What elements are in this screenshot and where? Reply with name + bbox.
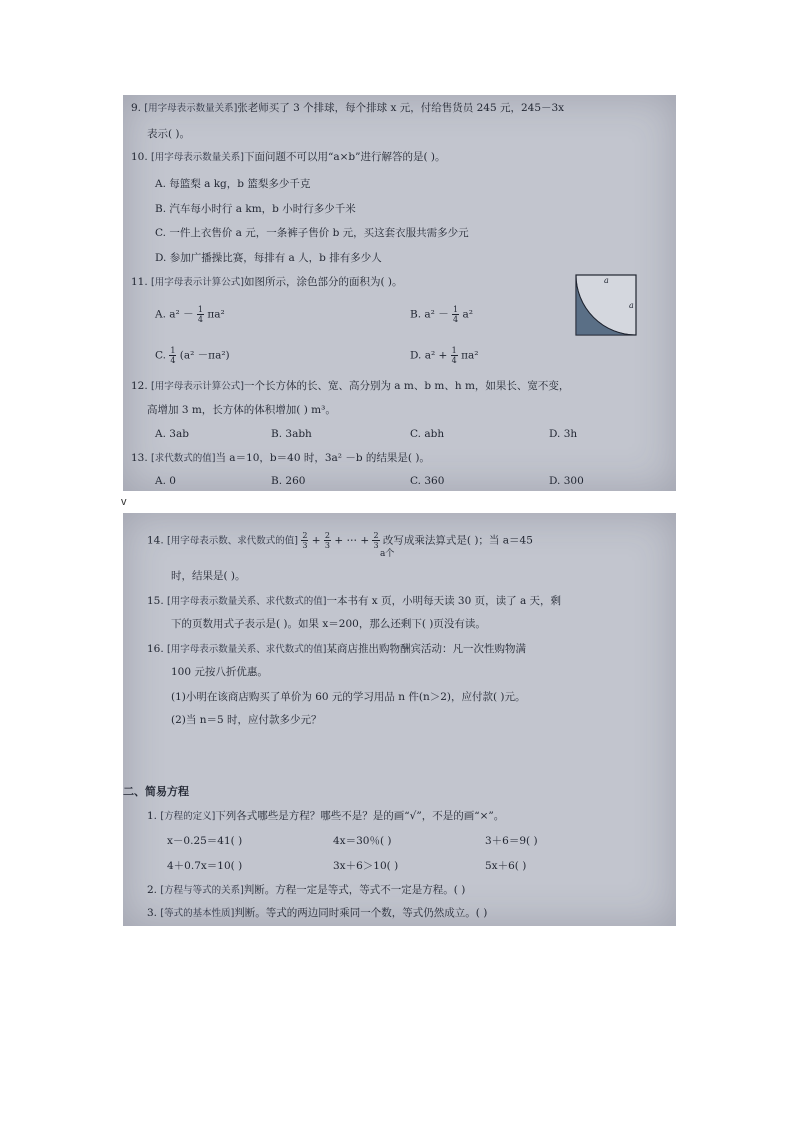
topic-tag: [求代数式的值]: [151, 453, 216, 464]
fraction-numerator: 1: [451, 346, 457, 355]
question-text: 当 a＝10，b＝40 时，3a² －b 的结果是( )。: [215, 452, 430, 464]
question-number: 9.: [131, 102, 142, 114]
question-16-part1: (1)小明在该商店购买了单价为 60 元的学习用品 n 件(n＞2)，应付款( )元。: [171, 691, 526, 703]
equation-item: 4＋0.7x＝10( ): [167, 860, 243, 872]
option-d: D. 3h: [549, 428, 578, 440]
fraction: [372, 531, 379, 550]
option-a: A. 3ab: [155, 428, 189, 440]
equation-question-3: [147, 906, 487, 921]
option-label: A. a² －: [155, 308, 194, 321]
equation-question-2: [147, 883, 465, 898]
option-a: A. 每篮梨 a kg，b 篮梨多少千克: [155, 178, 311, 190]
question-16: [147, 642, 526, 657]
fraction: [324, 531, 331, 550]
question-13: [131, 451, 430, 466]
figure-label-right: a: [629, 301, 634, 310]
option-tail: (a² －πa²): [179, 349, 230, 362]
question-text: 改写成乘法算式是( )；当 a＝45: [382, 534, 533, 547]
question-15: [147, 594, 561, 609]
fraction-numerator: 2: [324, 531, 330, 540]
question-text: 下面问题不可以用“a×b”进行解答的是( )。: [243, 151, 446, 163]
option-a: [155, 305, 225, 324]
fraction-numerator: 2: [302, 531, 308, 540]
option-tail: πa²: [207, 308, 225, 321]
question-number: 11.: [131, 276, 148, 288]
equation-item: 5x＋6( ): [485, 860, 527, 872]
stray-mark: v: [121, 496, 127, 508]
option-b: B. 汽车每小时行 a km，b 小时行多少千米: [155, 203, 356, 215]
option-d: D. 参加广播操比赛，每排有 a 人，b 排有多少人: [155, 252, 382, 264]
option-c: C. 360: [410, 475, 445, 487]
question-text: 下列各式哪些是方程？哪些不是？是的画“√”，不是的画“×”。: [215, 810, 505, 822]
question-number: 15.: [147, 595, 164, 607]
question-number: 10.: [131, 151, 148, 163]
fraction-numerator: 1: [170, 346, 176, 355]
question-text: 判断。等式的两边同时乘同一个数，等式仍然成立。( ): [234, 907, 488, 919]
option-d: [410, 346, 478, 365]
question-15-line2: 下的页数用式子表示是( )。如果 x＝200，那么还剩下( )页没有读。: [171, 618, 486, 630]
question-number: 2.: [147, 884, 158, 896]
question-text: 一个长方体的长、宽、高分别为 a m、b m、h m，如果长、宽不变，: [243, 380, 570, 392]
question-16-line2: 100 元按八折优惠。: [171, 666, 268, 678]
question-number: 16.: [147, 643, 164, 655]
question-10: [131, 150, 446, 165]
topic-tag: [等式的基本性质]: [160, 908, 235, 919]
fraction-denominator: 4: [197, 315, 204, 324]
equation-item: x－0.25＝41( ): [167, 835, 243, 847]
equation-question-1: [147, 809, 504, 824]
option-a: A. 0: [155, 475, 176, 487]
question-9-line2: 表示( )。: [147, 128, 191, 140]
fraction: [451, 346, 458, 365]
option-b: [410, 305, 473, 324]
brace-label: a个: [380, 549, 395, 559]
option-tail: a²: [462, 308, 473, 321]
fraction-denominator: 3: [302, 541, 308, 550]
question-11: [131, 275, 403, 290]
fraction-numerator: 2: [373, 531, 379, 540]
fraction-denominator: 4: [453, 315, 459, 324]
equation-item: 3＋6＝9( ): [485, 835, 538, 847]
fraction-denominator: 3: [373, 541, 379, 550]
fraction: [197, 305, 204, 324]
option-c: C. abh: [410, 428, 445, 440]
fraction-denominator: 3: [324, 541, 330, 550]
topic-tag: [用字母表示数量关系]: [144, 103, 238, 114]
question-16-part2: (2)当 n＝5 时，应付款多少元？: [171, 714, 322, 726]
option-b: B. 260: [271, 475, 306, 487]
question-14: [147, 531, 533, 550]
quarter-circle-figure: [575, 274, 637, 336]
option-label: B. a² －: [410, 308, 449, 321]
option-d: D. 300: [549, 475, 584, 487]
option-label: C.: [155, 349, 166, 362]
question-12: [131, 379, 569, 394]
question-text: 一本书有 x 页，小明每天读 30 页，读了 a 天，剩: [326, 595, 562, 607]
question-number: 13.: [131, 452, 148, 464]
fraction: [452, 305, 459, 324]
question-text: 某商店推出购物酬宾活动：凡一次性购物满: [326, 643, 526, 655]
topic-tag: [用字母表示数量关系、求代数式的值]: [167, 644, 327, 655]
question-9: [131, 101, 564, 116]
figure-label-top: a: [604, 276, 609, 285]
option-c: [155, 346, 230, 365]
question-number: 3.: [147, 907, 158, 919]
option-b: B. 3abh: [271, 428, 312, 440]
option-c: C. 一件上衣售价 a 元，一条裤子售价 b 元，买这套衣服共需多少元: [155, 227, 469, 239]
plus-sign: +: [311, 534, 321, 547]
fraction-numerator: 1: [453, 305, 459, 314]
fraction-denominator: 4: [451, 356, 457, 365]
topic-tag: [方程的定义]: [160, 811, 216, 822]
topic-tag: [用字母表示数、求代数式的值]: [167, 535, 298, 547]
worksheet-photo-bottom: [123, 513, 676, 926]
topic-tag: [用字母表示计算公式]: [151, 277, 244, 288]
equation-item: 3x＋6＞10( ): [333, 860, 399, 872]
fraction-denominator: 4: [170, 356, 176, 365]
question-number: 14.: [147, 534, 164, 547]
topic-tag: [用字母表示数量关系、求代数式的值]: [167, 596, 327, 607]
question-number: 1.: [147, 810, 158, 822]
topic-tag: [用字母表示数量关系]: [151, 152, 244, 163]
question-text: 判断。方程一定是等式，等式不一定是方程。( ): [243, 884, 466, 896]
question-14-line2: 时，结果是( )。: [171, 570, 246, 582]
question-12-line2: 高增加 3 m，长方体的体积增加( ) m³。: [147, 404, 336, 416]
question-number: 12.: [131, 380, 148, 392]
fraction: [169, 346, 176, 365]
topic-tag: [方程与等式的关系]: [160, 885, 244, 896]
option-label: D. a² +: [410, 349, 448, 362]
topic-tag: [用字母表示计算公式]: [151, 381, 244, 392]
fraction: [301, 531, 308, 550]
option-tail: πa²: [461, 349, 479, 362]
fraction-numerator: 1: [197, 305, 204, 314]
section-heading: 二、简易方程: [123, 785, 189, 798]
equation-item: 4x＝30％( ): [333, 835, 392, 847]
question-text: 如图所示，涂色部分的面积为( )。: [243, 276, 403, 288]
question-text: 张老师买了 3 个排球，每个排球 x 元，付给售货员 245 元，245－3x: [237, 102, 565, 114]
ellipsis: + ⋯ +: [334, 534, 370, 547]
